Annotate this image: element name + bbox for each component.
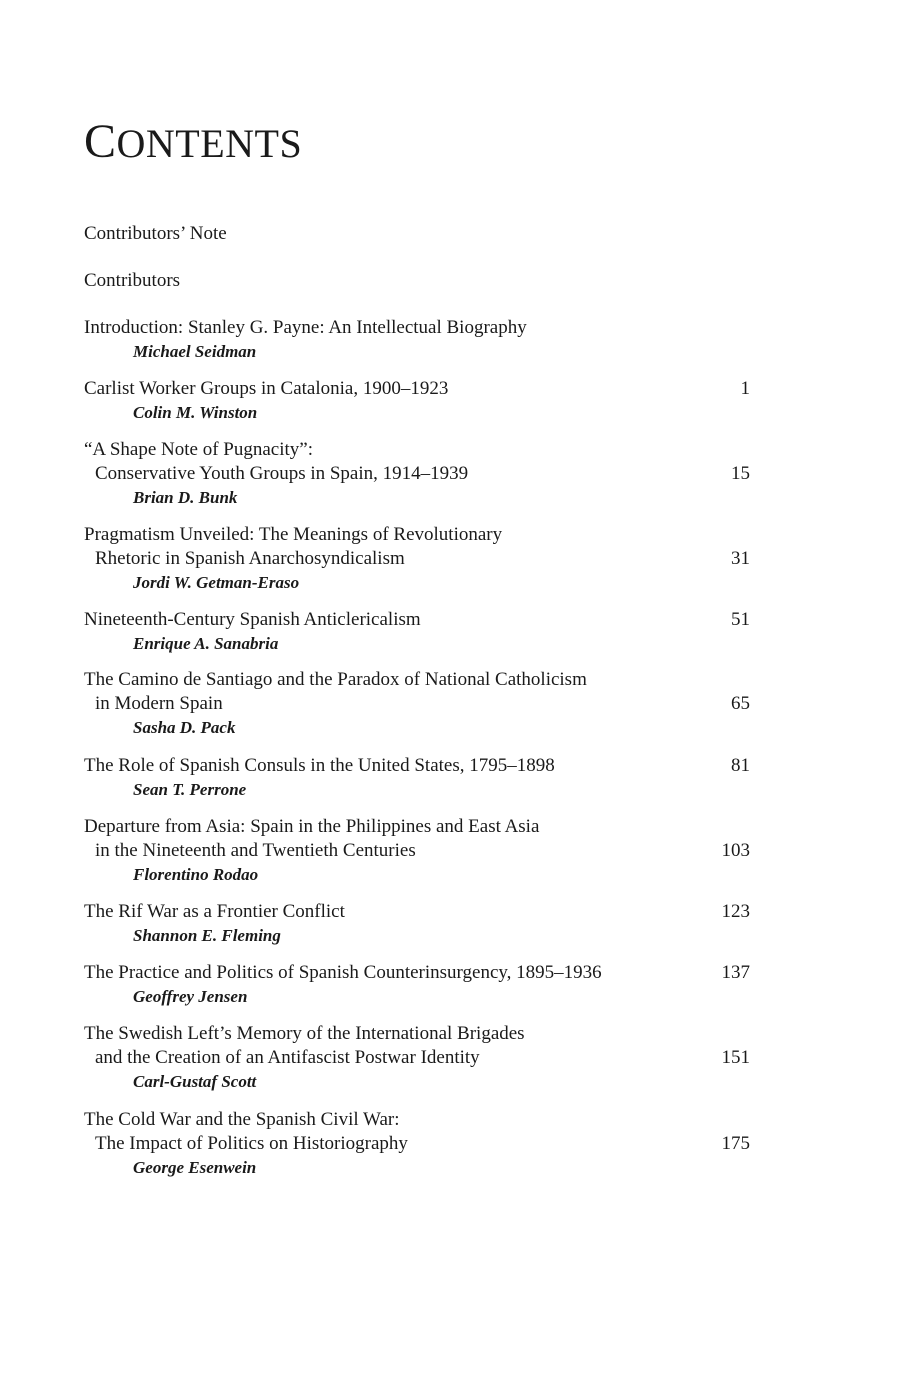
entry-title: The Rif War as a Frontier Conflict bbox=[84, 901, 345, 922]
entry-title: The Role of Spanish Consuls in the United States, 1795–1898 bbox=[84, 755, 555, 776]
entry-author: Michael Seidman bbox=[133, 342, 257, 361]
toc-entry bbox=[84, 1022, 750, 1094]
entry-page-number: 15 bbox=[731, 463, 750, 484]
entry-title: The Camino de Santiago and the Paradox of National Catholicism bbox=[84, 669, 587, 690]
entry-page-number: 151 bbox=[721, 1047, 750, 1068]
entry-author: Sean T. Perrone bbox=[133, 780, 247, 799]
entry-title-continued: in Modern Spain bbox=[95, 693, 223, 714]
entry-page-number: 31 bbox=[731, 548, 750, 569]
toc-entry bbox=[84, 316, 750, 364]
entry-title: The Cold War and the Spanish Civil War: bbox=[84, 1109, 400, 1130]
entry-title: Introduction: Stanley G. Payne: An Intellectual Biography bbox=[84, 317, 527, 338]
entry-title: Departure from Asia: Spain in the Philippines and East Asia bbox=[84, 816, 540, 837]
toc-entry bbox=[84, 815, 750, 887]
toc-front-matter-contributors-note: Contributors’ Note bbox=[84, 223, 227, 244]
entry-author: Florentino Rodao bbox=[133, 865, 259, 884]
entry-title-continued: Rhetoric in Spanish Anarchosyndicalism bbox=[95, 548, 405, 569]
entry-author: Brian D. Bunk bbox=[133, 488, 238, 507]
entry-page-number: 103 bbox=[721, 840, 750, 861]
entry-page-number: 137 bbox=[721, 962, 750, 983]
entry-page-number: 1 bbox=[740, 378, 750, 399]
entry-author: Colin M. Winston bbox=[133, 403, 258, 422]
toc-entry bbox=[84, 377, 750, 425]
toc-entry bbox=[84, 438, 750, 510]
toc-entry bbox=[84, 668, 750, 740]
entry-page-number: 123 bbox=[721, 901, 750, 922]
page-title: CONTENTS bbox=[84, 115, 303, 168]
entry-author: George Esenwein bbox=[133, 1158, 257, 1177]
entry-title: Nineteenth-Century Spanish Anticlericalism bbox=[84, 609, 421, 630]
toc-entry bbox=[84, 961, 750, 1009]
entry-author: Jordi W. Getman-Eraso bbox=[133, 573, 300, 592]
entry-title-continued: in the Nineteenth and Twentieth Centuries bbox=[95, 840, 416, 861]
entry-page-number: 51 bbox=[731, 609, 750, 630]
entry-title: “A Shape Note of Pugnacity”: bbox=[84, 439, 314, 460]
toc-front-matter-contributors: Contributors bbox=[84, 270, 181, 291]
entry-title-continued: The Impact of Politics on Historiography bbox=[95, 1133, 408, 1154]
entry-page-number: 81 bbox=[731, 755, 750, 776]
entry-title: The Practice and Politics of Spanish Counterinsurgency, 1895–1936 bbox=[84, 962, 602, 983]
toc-entry bbox=[84, 608, 750, 656]
toc-entry bbox=[84, 1108, 750, 1180]
entry-title: The Swedish Left’s Memory of the International Brigades bbox=[84, 1023, 525, 1044]
entry-author: Carl-Gustaf Scott bbox=[133, 1072, 257, 1091]
toc-entry bbox=[84, 523, 750, 595]
toc-entry bbox=[84, 754, 750, 802]
entry-page-number: 175 bbox=[721, 1133, 750, 1154]
entry-author: Enrique A. Sanabria bbox=[133, 634, 279, 653]
entry-author: Shannon E. Fleming bbox=[133, 926, 281, 945]
entry-title-continued: and the Creation of an Antifascist Postwar Identity bbox=[95, 1047, 480, 1068]
entry-title: Pragmatism Unveiled: The Meanings of Revolutionary bbox=[84, 524, 503, 545]
entry-title: Carlist Worker Groups in Catalonia, 1900–1923 bbox=[84, 378, 449, 399]
entry-page-number: 65 bbox=[731, 693, 750, 714]
toc-entry bbox=[84, 900, 750, 948]
entry-author: Geoffrey Jensen bbox=[133, 987, 248, 1006]
entry-title-continued: Conservative Youth Groups in Spain, 1914–1939 bbox=[95, 463, 469, 484]
entry-author: Sasha D. Pack bbox=[133, 718, 236, 737]
